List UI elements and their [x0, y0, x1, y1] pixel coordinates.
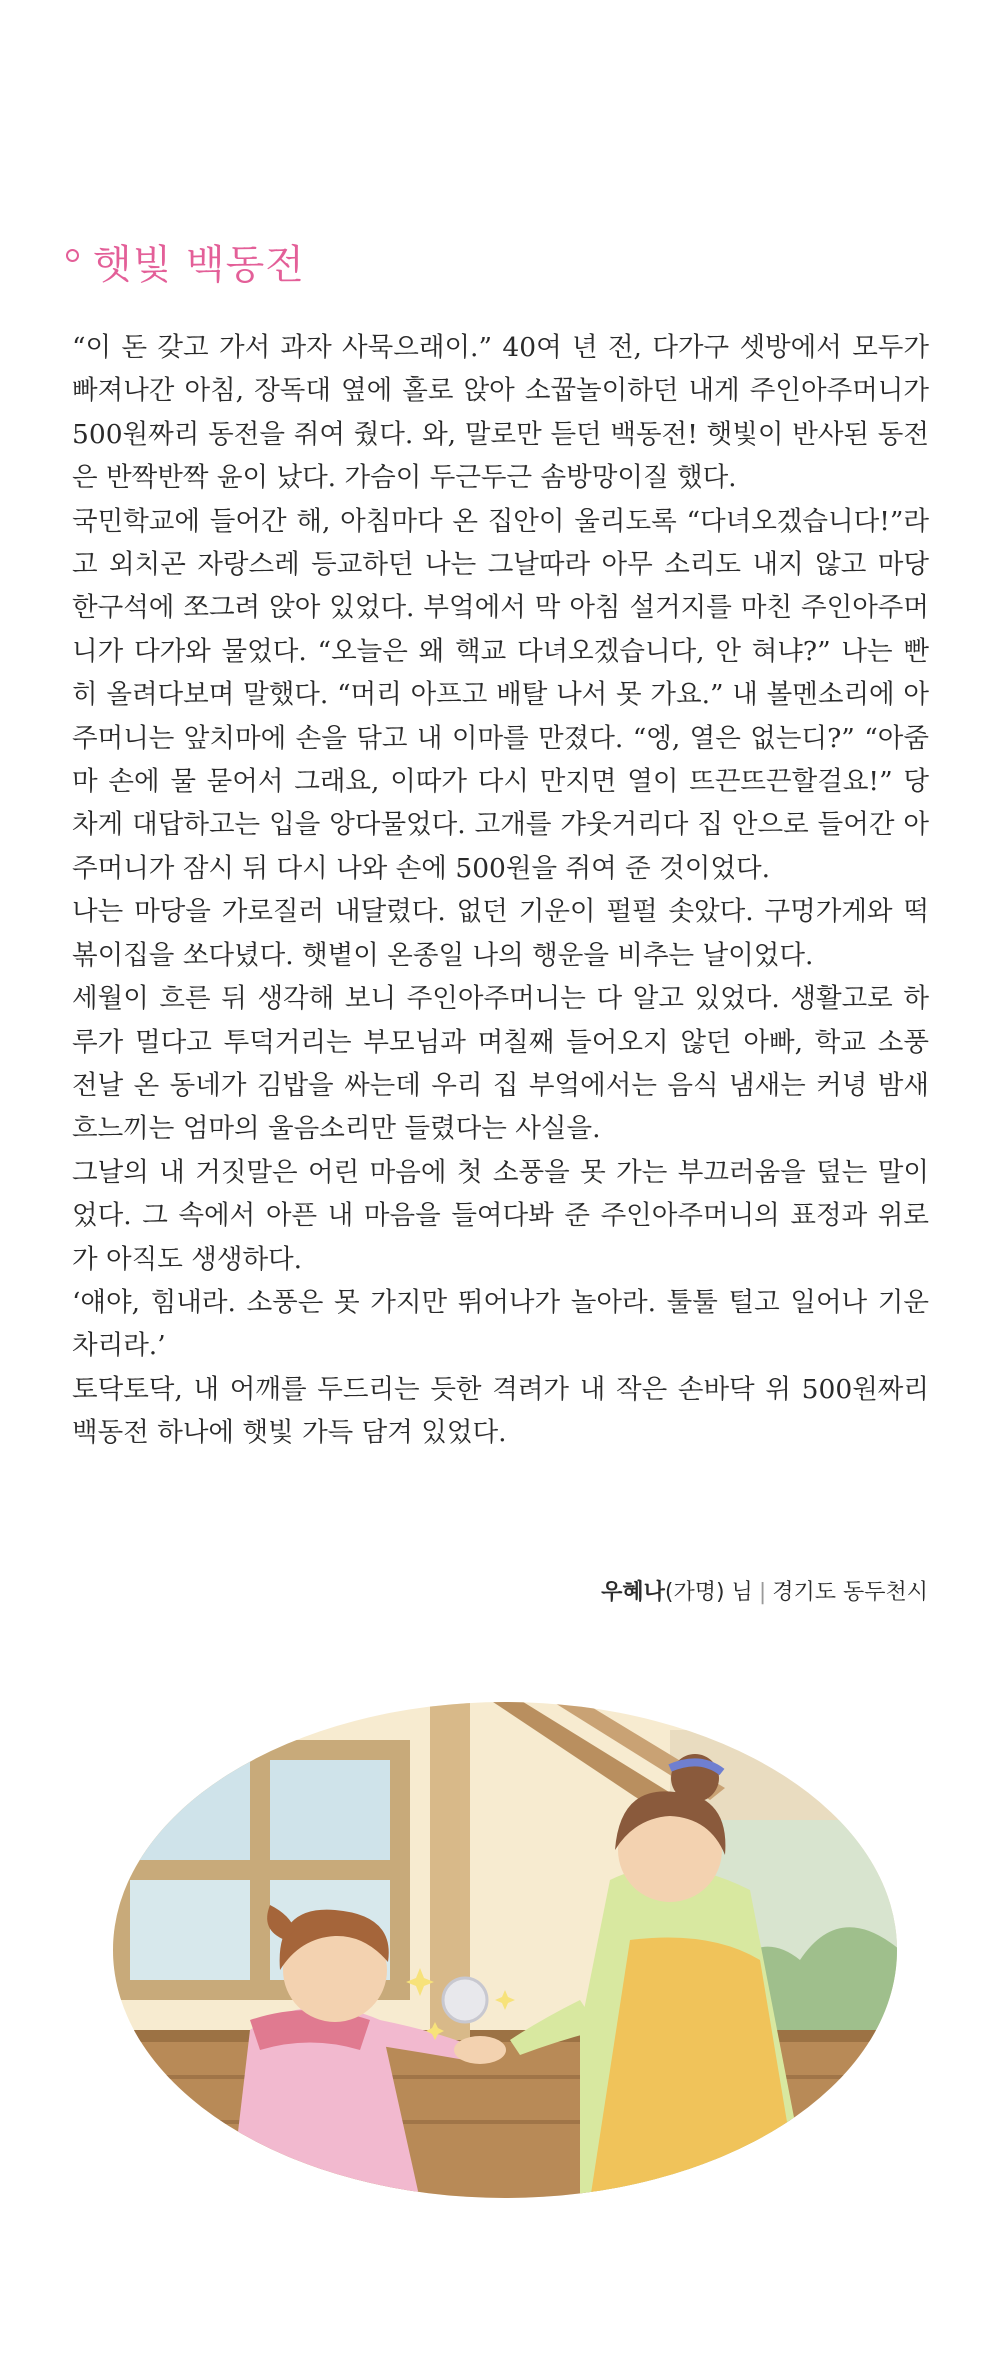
paragraph: ‘얘야, 힘내라. 소풍은 못 가지만 뛰어나가 놀아라. 툴툴 털고 일어나 기운 차리라.’ [72, 1286, 929, 1362]
article-body [72, 326, 929, 1455]
paragraph: 세월이 흐른 뒤 생각해 보니 주인아주머니는 다 알고 있었다. 생활고로 하루가 멀다고 투덕거리는 부모님과 며칠째 들어오지 않던 아빠, 학교 소풍 전날 온 동네가 김밥을 싸는데 우리 집 부엌에서는 음식 냄새는 커녕 밤새 흐느끼는 엄마의 울음소리만 들렸다는 사실을. [72, 983, 929, 1145]
paragraph: “이 돈 갖고 가서 과자 사묵으래이.” 40여 년 전, 다가구 셋방에서 모두가 빠져나간 아침, 장독대 옆에 홀로 앉아 소꿉놀이하던 내게 주인아주머니가 500원짜리 동전을 쥐여 줬다. 와, 말로만 듣던 백동전! 햇빛이 반사된 동전은 반짝반짝 윤이 났다. 가슴이 두근두근 솜방망이질 했다. [72, 332, 929, 494]
author-honorific: 님 [724, 1580, 753, 1605]
author-note: (가명) [664, 1580, 725, 1605]
title-bullet-icon [66, 249, 79, 262]
coin-icon [443, 1978, 487, 2022]
paragraph: 국민학교에 들어간 해, 아침마다 온 집안이 울리도록 “다녀오겠습니다!”라고 외치곤 자랑스레 등교하던 나는 그날따라 아무 소리도 내지 않고 마당 한구석에 쪼그려 앉아 있었다. 부엌에서 막 아침 설거지를 마친 주인아주머니가 다가와 물었다. “오늘은 왜 핵교 다녀오겠습니다, 안 혀냐?” 나는 빤히 올려다보며 말했다. “머리 아프고 배탈 나서 못 가요.” 내 볼멘소리에 아주머니는 앞치마에 손을 닦고 내 이마를 만졌다. “엥, 열은 없는디?” “아줌마 손에 물 묻어서 그래요, 이따가 다시 만지면 열이 뜨끈뜨끈할걸요!” 당차게 대답하고는 입을 앙다물었다. 고개를 갸웃거리다 집 안으로 들어간 아주머니가 잠시 뒤 다시 나와 손에 500원을 쥐여 준 것이었다. [72, 505, 929, 884]
paragraph: 토닥토닥, 내 어깨를 두드리는 듯한 격려가 내 작은 손바닥 위 500원짜리 백동전 하나에 햇빛 가득 담겨 있었다. [72, 1373, 929, 1449]
page-title [66, 233, 305, 290]
page-title-text: 햇빛 백동전 [93, 242, 305, 288]
author-name: 우혜나 [601, 1580, 665, 1605]
illustration [110, 1700, 900, 2200]
byline [601, 1575, 928, 1606]
paragraph: 나는 마당을 가로질러 내달렸다. 없던 기운이 펄펄 솟았다. 구멍가게와 떡볶이집을 쏘다녔다. 햇볕이 온종일 나의 행운을 비추는 날이었다. [72, 896, 929, 971]
author-location: 경기도 동두천시 [772, 1580, 928, 1605]
byline-separator: | [758, 1580, 767, 1605]
paragraph: 그날의 내 거짓말은 어린 마음에 첫 소풍을 못 가는 부끄러움을 덮는 말이었다. 그 속에서 아픈 내 마음을 들여다봐 준 주인아주머니의 표정과 위로가 아직도 생생하다. [72, 1156, 929, 1275]
